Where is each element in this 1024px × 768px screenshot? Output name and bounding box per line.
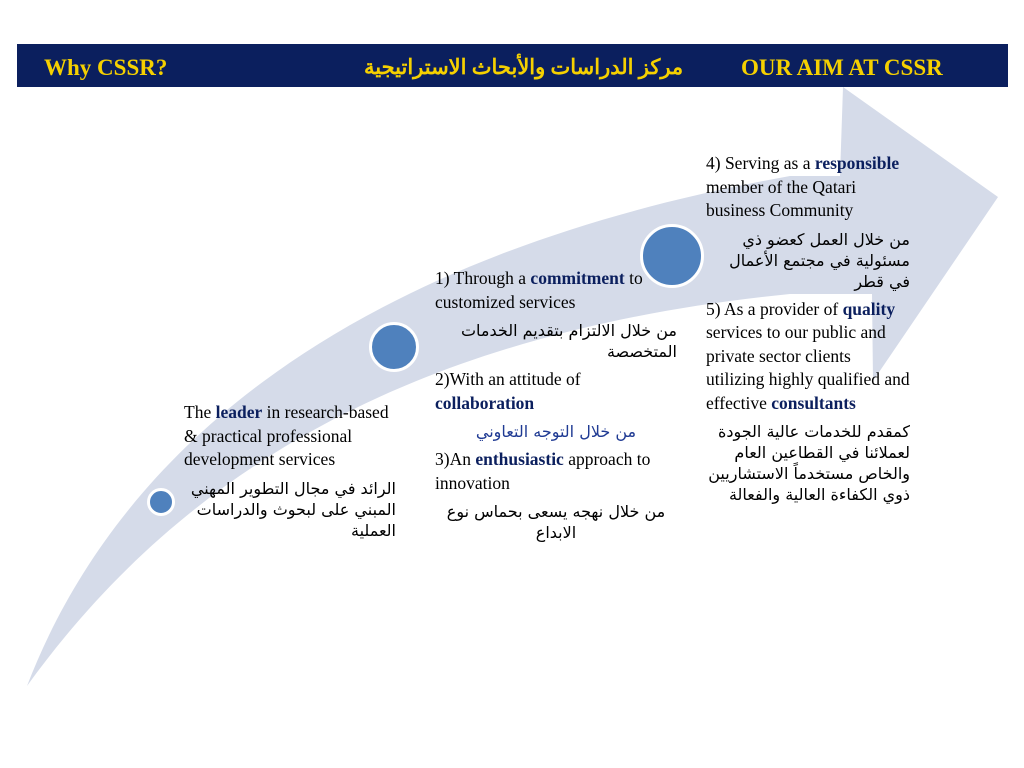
stage-2-item-3-arabic: من خلال نهجه يسعى بحماس نوع الابداع (446, 502, 666, 542)
stage-2-item-2-arabic: من خلال التوجه التعاوني (475, 422, 637, 441)
keyword-consultants: consultants (771, 392, 856, 413)
keyword-enthusiastic: enthusiastic (475, 449, 564, 469)
keyword-responsible: responsible (814, 153, 900, 173)
keyword-collaboration: collaboration (435, 392, 535, 413)
stage-2-item-1-english: 1) Through a commitment to customized services (435, 268, 643, 312)
stage-2-text (435, 267, 677, 549)
stage-3-item-5-english: 5) As a provider of quality services to our public and private sector clients utilizing highly qualified and effective consultants (706, 298, 910, 413)
stage-3-item-5-arabic: كمقدم للخدمات عالية الجودة لعملائنا في القطاعين العام والخاص مستخدماً الاستشاريين ذوي الكفاءة العالية والفعالة (708, 422, 910, 504)
stage-3-text (706, 152, 910, 511)
stage-2-item-1-arabic: من خلال الالتزام بتقديم الخدمات المتخصصة (460, 321, 677, 361)
stage-1-arabic: الرائد في مجال التطوير المهني المبني على لبحوث والدراسات العملية (190, 478, 396, 540)
stage-3-item-4-arabic: من خلال العمل كعضو ذي مسئولية في مجتمع الأعمال في قطر (729, 229, 910, 291)
stage-1-text (184, 401, 396, 547)
header-right-title: OUR AIM AT CSSR (741, 55, 943, 80)
keyword-quality: quality (842, 298, 896, 319)
header-left-title: Why CSSR? (44, 55, 168, 80)
stage-1-english: The leader in research-based & practical professional development services (184, 402, 389, 469)
keyword-commitment: commitment (530, 268, 625, 288)
stage-3-item-4-english: 4) Serving as a responsible member of the Qatari business Community (706, 153, 900, 220)
stage-2-item-2-english: 2)With an attitude of collaboration (435, 369, 581, 413)
header-center-arabic-title: مركز الدراسات والأبحاث الاستراتيجية (364, 55, 684, 79)
keyword-leader: leader (215, 402, 263, 422)
stage-2-circle-marker (369, 322, 419, 372)
stage-1-circle-marker (147, 488, 175, 516)
stage-2-item-3-english: 3)An enthusiastic approach to innovation (435, 449, 651, 493)
